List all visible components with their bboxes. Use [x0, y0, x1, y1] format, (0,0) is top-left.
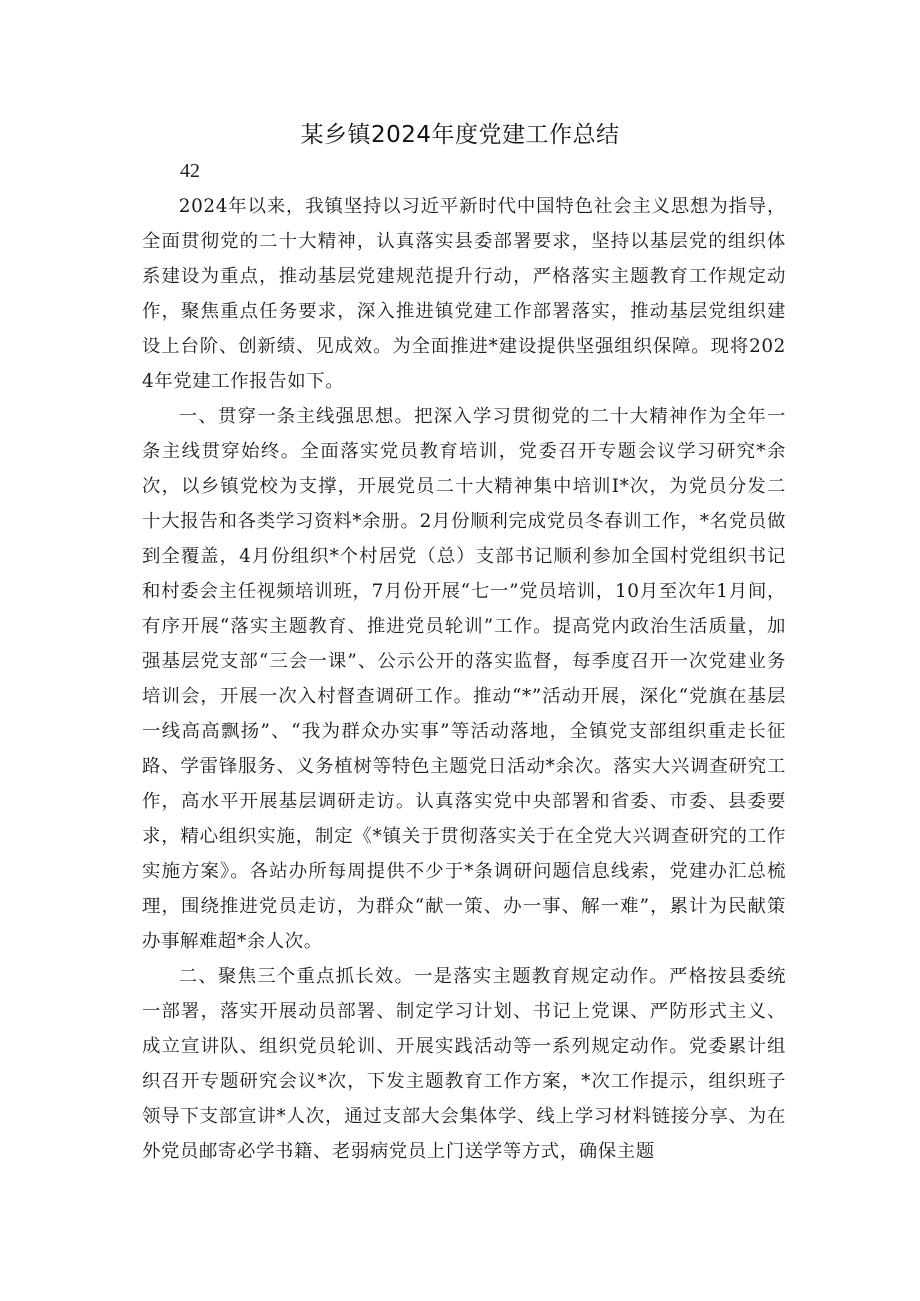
paragraph-section-two: 二、聚焦三个重点抓长效。一是落实主题教育规定动作。严格按县委统一部署，落实开展动员部署、制定学习计划、书记上党课、严防形式主义、成立宣讲队、组织党员轮训、开展实践活动等一系列规定动作。党委累计组织召开专题研究会议*次，下发主题教育工作方案，*次工作提示，组织班子领导下支部宣讲*人次，通过支部大会集体学、线上学习材料链接分享、为在外党员邮寄必学书籍、老弱病党员上门送学等方式，确保主题: [142, 966, 786, 1162]
document-title: 某乡镇2024年度党建工作总结: [300, 122, 620, 148]
document-body: [142, 189, 786, 1169]
paragraph-section-one: 一、贯穿一条主线强思想。把深入学习贯彻党的二十大精神作为全年一条主线贯穿始终。全面落实党员教育培训，党委召开专题会议学习研究*余次，以乡镇党校为支撑，开展党员二十大精神集中培训I*次，为党员分发二十大报告和各类学习资料*余册。2月份顺利完成党员冬春训工作，*名党员做到全覆盖，4月份组织*个村居党（总）支部书记顺利参加全国村党组织书记和村委会主任视频培训班，7月份开展“七一”党员培训，10月至次年1月间，有序开展“落实主题教育、推进党员轮训”工作。提高党内政治生活质量，加强基层党支部“三会一课”、公示公开的落实监督，每季度召开一次党建业务培训会，开展一次入村督查调研工作。推动“*”活动开展，深化“党旗在基层一线高高飘扬”、“我为群众办实事”等活动落地，全镇党支部组织重走长征路、学雷锋服务、义务植树等特色主题党日活动*余次。落实大兴调查研究工作，高水平开展基层调研走访。认真落实党中央部署和省委、市委、县委要求，精心组织实施，制定《*镇关于贯彻落实关于在全党大兴调查研究的工作实施方案》。各站办所每周提供不少于*条调研问题信息线索，党建办汇总梳理，围绕推进党员走访，为群众“献一策、办一事、解一难”，累计为民献策办事解难超*余人次。: [142, 406, 786, 952]
page-number: 42: [180, 160, 200, 182]
paragraph-intro: 2024年以来，我镇坚持以习近平新时代中国特色社会主义思想为指导，全面贯彻党的二十大精神，认真落实县委部署要求，坚持以基层党的组织体系建设为重点，推动基层党建规范提升行动，严格落实主题教育工作规定动作，聚焦重点任务要求，深入推进镇党建工作部署落实，推动基层党组织建设上台阶、创新绩、见成效。为全面推进*建设提供坚强组织保障。现将2024年党建工作报告如下。: [142, 196, 786, 392]
